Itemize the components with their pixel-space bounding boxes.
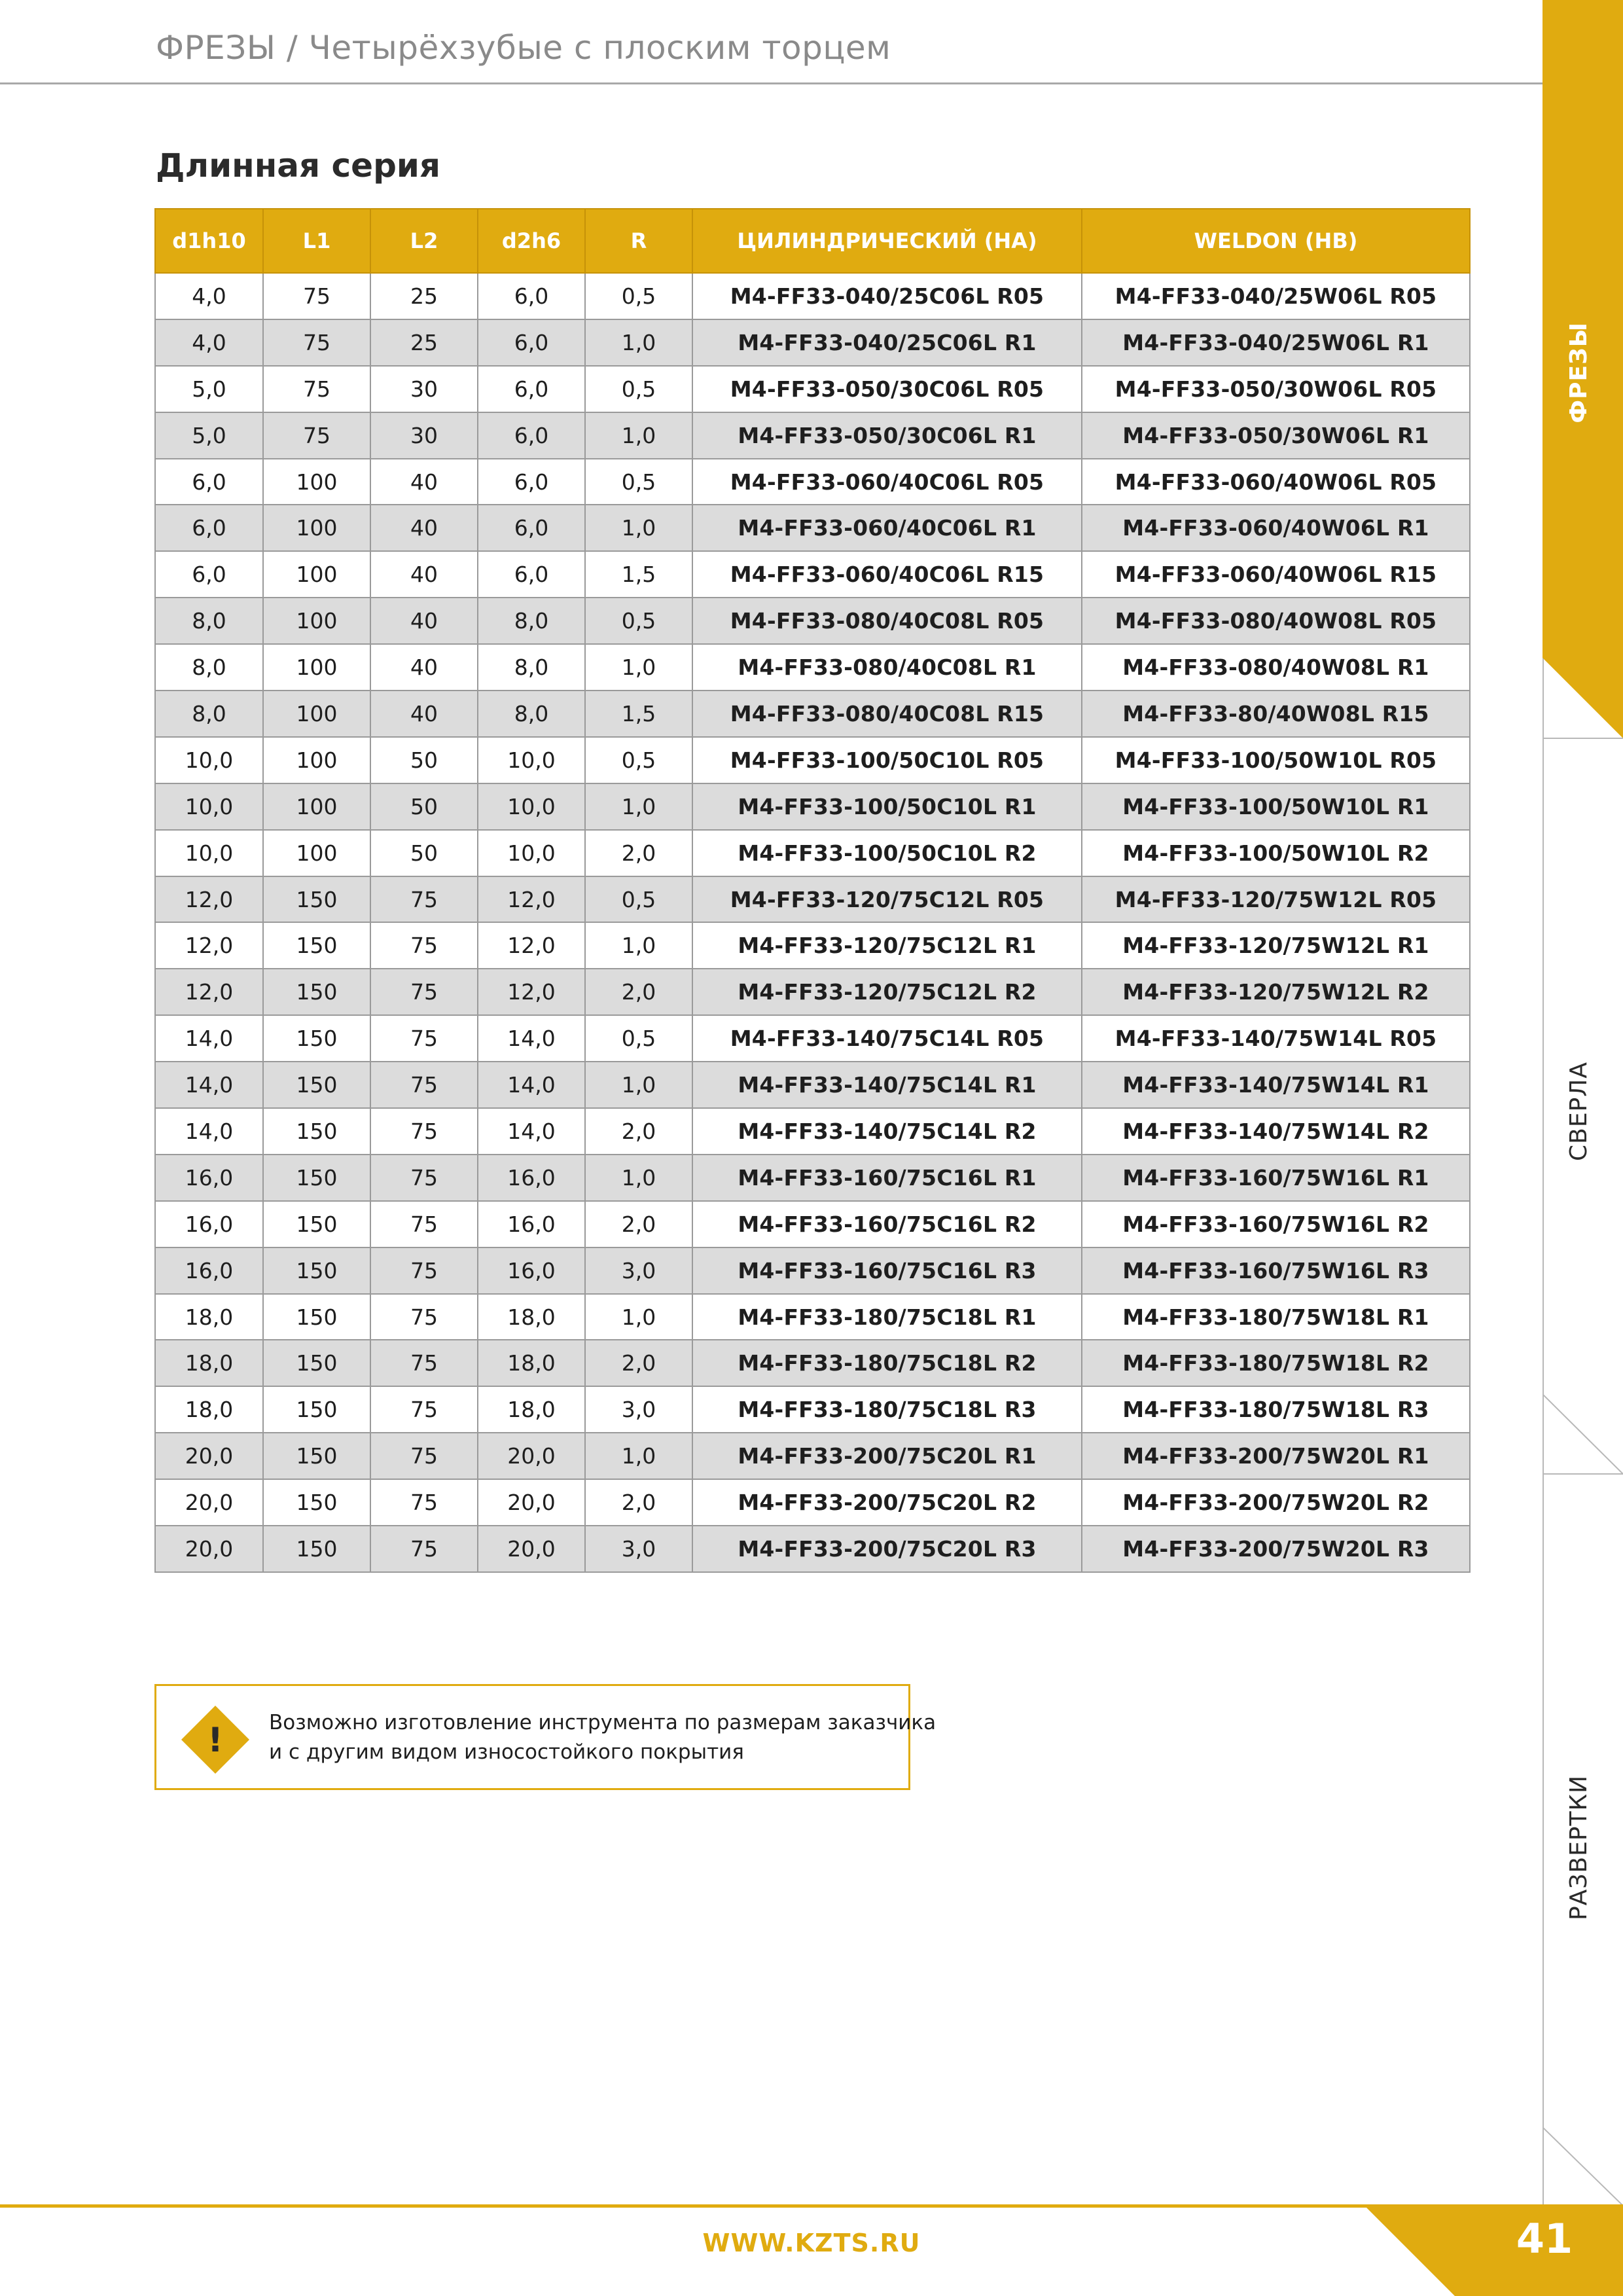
table-row [155,319,1470,366]
product-code-cell: M4-FF33-160/75W16L R2 [1082,1201,1470,1247]
table-row [155,459,1470,505]
dimension-cell: 1,0 [585,644,692,691]
table-row [155,1294,1470,1340]
product-code-cell: M4-FF33-100/50C10L R05 [692,737,1082,783]
breadcrumb: ФРЕЗЫ / Четырёхзубые с плоским торцем [156,29,891,67]
product-code-cell: M4-FF33-140/75W14L R2 [1082,1108,1470,1155]
table-row [155,1386,1470,1433]
dimension-cell: 8,0 [155,691,263,737]
dimension-cell: 100 [263,598,370,644]
dimension-cell: 20,0 [478,1479,585,1526]
table-row [155,691,1470,737]
product-code-cell: M4-FF33-180/75W18L R3 [1082,1386,1470,1433]
dimension-cell: 75 [370,969,478,1015]
dimension-cell: 40 [370,644,478,691]
dimension-cell: 75 [370,1386,478,1433]
spec-table [154,208,1471,1573]
product-code-cell: M4-FF33-120/75C12L R05 [692,876,1082,923]
dimension-cell: 30 [370,366,478,412]
dimension-cell: 14,0 [155,1015,263,1062]
product-code-cell: M4-FF33-200/75W20L R1 [1082,1433,1470,1479]
product-code-cell: M4-FF33-100/50C10L R2 [692,830,1082,876]
dimension-cell: 1,5 [585,551,692,598]
dimension-cell: 100 [263,783,370,830]
dimension-cell: 16,0 [155,1247,263,1294]
table-row [155,412,1470,459]
dimension-cell: 150 [263,1108,370,1155]
product-code-cell: M4-FF33-160/75C16L R2 [692,1201,1082,1247]
dimension-cell: 75 [370,1062,478,1108]
dimension-cell: 0,5 [585,273,692,319]
table-row [155,598,1470,644]
page-number: 41 [1516,2215,1573,2263]
dimension-cell: 100 [263,459,370,505]
product-code-cell: M4-FF33-080/40C08L R05 [692,598,1082,644]
table-row [155,1108,1470,1155]
dimension-cell: 6,0 [478,505,585,551]
dimension-cell: 1,0 [585,922,692,969]
dimension-cell: 50 [370,737,478,783]
dimension-cell: 0,5 [585,459,692,505]
dimension-cell: 50 [370,830,478,876]
table-row [155,830,1470,876]
dimension-cell: 150 [263,1201,370,1247]
product-code-cell: M4-FF33-050/30C06L R1 [692,412,1082,459]
dimension-cell: 10,0 [478,737,585,783]
product-code-cell: M4-FF33-160/75W16L R1 [1082,1155,1470,1201]
dimension-cell: 4,0 [155,319,263,366]
dimension-cell: 6,0 [478,459,585,505]
dimension-cell: 150 [263,876,370,923]
dimension-cell: 75 [370,876,478,923]
column-header: L1 [263,209,370,273]
table-row [155,1340,1470,1386]
dimension-cell: 25 [370,273,478,319]
dimension-cell: 18,0 [478,1294,585,1340]
dimension-cell: 75 [370,1479,478,1526]
dimension-cell: 0,5 [585,876,692,923]
dimension-cell: 14,0 [155,1062,263,1108]
dimension-cell: 16,0 [155,1201,263,1247]
dimension-cell: 3,0 [585,1247,692,1294]
dimension-cell: 3,0 [585,1526,692,1572]
product-code-cell: M4-FF33-050/30W06L R1 [1082,412,1470,459]
product-code-cell: M4-FF33-060/40C06L R05 [692,459,1082,505]
table-header-row [155,209,1470,273]
product-code-cell: M4-FF33-100/50W10L R05 [1082,737,1470,783]
product-code-cell: M4-FF33-100/50W10L R1 [1082,783,1470,830]
dimension-cell: 40 [370,598,478,644]
dimension-cell: 150 [263,1015,370,1062]
product-code-cell: M4-FF33-120/75W12L R05 [1082,876,1470,923]
table-row [155,922,1470,969]
dimension-cell: 50 [370,783,478,830]
product-code-cell: M4-FF33-200/75W20L R3 [1082,1526,1470,1572]
column-header: d1h10 [155,209,263,273]
dimension-cell: 30 [370,412,478,459]
side-tab-freezy[interactable]: ФРЕЗЫ [1565,322,1592,423]
column-header: R [585,209,692,273]
table-row [155,1433,1470,1479]
product-code-cell: M4-FF33-120/75W12L R2 [1082,969,1470,1015]
dimension-cell: 20,0 [155,1479,263,1526]
dimension-cell: 1,5 [585,691,692,737]
dimension-cell: 12,0 [478,969,585,1015]
product-code-cell: M4-FF33-080/40C08L R1 [692,644,1082,691]
dimension-cell: 18,0 [478,1340,585,1386]
table-row [155,273,1470,319]
dimension-cell: 10,0 [478,830,585,876]
dimension-cell: 75 [263,273,370,319]
dimension-cell: 2,0 [585,1201,692,1247]
dimension-cell: 20,0 [155,1526,263,1572]
dimension-cell: 12,0 [478,876,585,923]
dimension-cell: 20,0 [478,1526,585,1572]
warning-icon [180,1704,251,1775]
dimension-cell: 75 [370,1340,478,1386]
dimension-cell: 150 [263,1062,370,1108]
table-row [155,1155,1470,1201]
dimension-cell: 20,0 [155,1433,263,1479]
product-code-cell: M4-FF33-080/40W08L R1 [1082,644,1470,691]
dimension-cell: 3,0 [585,1386,692,1433]
dimension-cell: 0,5 [585,598,692,644]
dimension-cell: 150 [263,969,370,1015]
dimension-cell: 150 [263,1247,370,1294]
product-code-cell: M4-FF33-060/40W06L R05 [1082,459,1470,505]
product-code-cell: M4-FF33-060/40C06L R1 [692,505,1082,551]
dimension-cell: 18,0 [478,1386,585,1433]
dimension-cell: 1,0 [585,319,692,366]
product-code-cell: M4-FF33-060/40W06L R15 [1082,551,1470,598]
table-row [155,551,1470,598]
dimension-cell: 75 [263,366,370,412]
dimension-cell: 150 [263,1294,370,1340]
table-row [155,737,1470,783]
product-code-cell: M4-FF33-040/25C06L R1 [692,319,1082,366]
dimension-cell: 150 [263,1526,370,1572]
dimension-cell: 25 [370,319,478,366]
dimension-cell: 14,0 [478,1062,585,1108]
product-code-cell: M4-FF33-140/75C14L R1 [692,1062,1082,1108]
dimension-cell: 16,0 [478,1247,585,1294]
dimension-cell: 18,0 [155,1294,263,1340]
table-row [155,1015,1470,1062]
product-code-cell: M4-FF33-050/30W06L R05 [1082,366,1470,412]
dimension-cell: 12,0 [155,876,263,923]
note-text [269,1708,936,1767]
column-header: ЦИЛИНДРИЧЕСКИЙ (HA) [692,209,1082,273]
table-row [155,505,1470,551]
footer-url[interactable]: WWW.KZTS.RU [702,2229,921,2257]
product-code-cell: M4-FF33-180/75C18L R2 [692,1340,1082,1386]
product-code-cell: M4-FF33-180/75W18L R1 [1082,1294,1470,1340]
dimension-cell: 150 [263,1386,370,1433]
column-header: WELDON (HB) [1082,209,1470,273]
dimension-cell: 8,0 [478,644,585,691]
header-divider [0,82,1543,84]
dimension-cell: 8,0 [155,644,263,691]
product-code-cell: M4-FF33-040/25C06L R05 [692,273,1082,319]
dimension-cell: 1,0 [585,1062,692,1108]
dimension-cell: 16,0 [478,1155,585,1201]
product-code-cell: M4-FF33-180/75C18L R3 [692,1386,1082,1433]
note-line: и с другим видом износостойкого покрытия [269,1740,744,1764]
dimension-cell: 2,0 [585,1108,692,1155]
table-row [155,1479,1470,1526]
dimension-cell: 10,0 [478,783,585,830]
product-code-cell: M4-FF33-040/25W06L R1 [1082,319,1470,366]
dimension-cell: 75 [370,1108,478,1155]
dimension-cell: 1,0 [585,1155,692,1201]
dimension-cell: 1,0 [585,505,692,551]
dimension-cell: 6,0 [155,505,263,551]
side-tab-sverla[interactable]: СВЕРЛА [1565,1062,1592,1161]
dimension-cell: 10,0 [155,783,263,830]
dimension-cell: 6,0 [155,459,263,505]
product-code-cell: M4-FF33-120/75C12L R1 [692,922,1082,969]
table-row [155,644,1470,691]
product-code-cell: M4-FF33-080/40C08L R15 [692,691,1082,737]
dimension-cell: 8,0 [155,598,263,644]
dimension-cell: 20,0 [478,1433,585,1479]
dimension-cell: 8,0 [478,598,585,644]
dimension-cell: 100 [263,737,370,783]
dimension-cell: 75 [370,1294,478,1340]
table-row [155,1526,1470,1572]
dimension-cell: 6,0 [478,273,585,319]
table-row [155,366,1470,412]
dimension-cell: 6,0 [478,366,585,412]
note-line: Возможно изготовление инструмента по размерам заказчика [269,1711,936,1734]
dimension-cell: 150 [263,1155,370,1201]
dimension-cell: 12,0 [155,969,263,1015]
product-code-cell: M4-FF33-060/40W06L R1 [1082,505,1470,551]
product-code-cell: M4-FF33-060/40C06L R15 [692,551,1082,598]
dimension-cell: 14,0 [478,1108,585,1155]
dimension-cell: 6,0 [478,551,585,598]
product-code-cell: M4-FF33-050/30C06L R05 [692,366,1082,412]
dimension-cell: 6,0 [478,319,585,366]
dimension-cell: 5,0 [155,412,263,459]
dimension-cell: 1,0 [585,1294,692,1340]
dimension-cell: 75 [263,412,370,459]
dimension-cell: 0,5 [585,1015,692,1062]
dimension-cell: 75 [370,1015,478,1062]
dimension-cell: 75 [263,319,370,366]
product-code-cell: M4-FF33-140/75W14L R05 [1082,1015,1470,1062]
dimension-cell: 100 [263,644,370,691]
dimension-cell: 100 [263,830,370,876]
product-code-cell: M4-FF33-140/75C14L R05 [692,1015,1082,1062]
custom-order-note [154,1684,936,1790]
dimension-cell: 10,0 [155,737,263,783]
product-code-cell: M4-FF33-160/75C16L R3 [692,1247,1082,1294]
dimension-cell: 2,0 [585,1340,692,1386]
product-code-cell: M4-FF33-200/75C20L R2 [692,1479,1082,1526]
dimension-cell: 16,0 [155,1155,263,1201]
dimension-cell: 100 [263,505,370,551]
product-code-cell: M4-FF33-200/75W20L R2 [1082,1479,1470,1526]
product-code-cell: M4-FF33-180/75C18L R1 [692,1294,1082,1340]
warning-symbol: ! [207,1721,223,1760]
dimension-cell: 10,0 [155,830,263,876]
dimension-cell: 75 [370,1247,478,1294]
dimension-cell: 75 [370,1526,478,1572]
dimension-cell: 150 [263,1433,370,1479]
product-code-cell: M4-FF33-160/75C16L R1 [692,1155,1082,1201]
dimension-cell: 2,0 [585,1479,692,1526]
table-row [155,969,1470,1015]
dimension-cell: 1,0 [585,1433,692,1479]
dimension-cell: 2,0 [585,830,692,876]
dimension-cell: 0,5 [585,737,692,783]
dimension-cell: 1,0 [585,783,692,830]
dimension-cell: 6,0 [155,551,263,598]
dimension-cell: 14,0 [155,1108,263,1155]
dimension-cell: 75 [370,922,478,969]
table-row [155,1247,1470,1294]
dimension-cell: 150 [263,1340,370,1386]
product-code-cell: M4-FF33-200/75C20L R1 [692,1433,1082,1479]
side-tab-razvertki[interactable]: РАЗВЕРТКИ [1565,1775,1592,1921]
dimension-cell: 2,0 [585,969,692,1015]
product-code-cell: M4-FF33-200/75C20L R3 [692,1526,1082,1572]
dimension-cell: 40 [370,691,478,737]
dimension-cell: 8,0 [478,691,585,737]
dimension-cell: 40 [370,505,478,551]
dimension-cell: 75 [370,1433,478,1479]
product-code-cell: M4-FF33-080/40W08L R05 [1082,598,1470,644]
table-row [155,1201,1470,1247]
product-code-cell: M4-FF33-160/75W16L R3 [1082,1247,1470,1294]
table-row [155,1062,1470,1108]
dimension-cell: 18,0 [155,1340,263,1386]
section-title: Длинная серия [156,147,441,185]
product-code-cell: M4-FF33-120/75C12L R2 [692,969,1082,1015]
column-header: L2 [370,209,478,273]
dimension-cell: 18,0 [155,1386,263,1433]
dimension-cell: 1,0 [585,412,692,459]
dimension-cell: 14,0 [478,1015,585,1062]
dimension-cell: 150 [263,1479,370,1526]
dimension-cell: 100 [263,551,370,598]
dimension-cell: 12,0 [478,922,585,969]
product-code-cell: M4-FF33-140/75C14L R2 [692,1108,1082,1155]
product-code-cell: M4-FF33-120/75W12L R1 [1082,922,1470,969]
dimension-cell: 40 [370,551,478,598]
product-code-cell: M4-FF33-180/75W18L R2 [1082,1340,1470,1386]
dimension-cell: 6,0 [478,412,585,459]
dimension-cell: 4,0 [155,273,263,319]
dimension-cell: 75 [370,1155,478,1201]
dimension-cell: 5,0 [155,366,263,412]
dimension-cell: 150 [263,922,370,969]
dimension-cell: 100 [263,691,370,737]
product-code-cell: M4-FF33-040/25W06L R05 [1082,273,1470,319]
table-row [155,783,1470,830]
product-code-cell: M4-FF33-100/50W10L R2 [1082,830,1470,876]
column-header: d2h6 [478,209,585,273]
dimension-cell: 12,0 [155,922,263,969]
product-code-cell: M4-FF33-140/75W14L R1 [1082,1062,1470,1108]
product-code-cell: M4-FF33-100/50C10L R1 [692,783,1082,830]
dimension-cell: 0,5 [585,366,692,412]
product-code-cell: M4-FF33-80/40W08L R15 [1082,691,1470,737]
dimension-cell: 16,0 [478,1201,585,1247]
dimension-cell: 75 [370,1201,478,1247]
dimension-cell: 40 [370,459,478,505]
table-row [155,876,1470,923]
